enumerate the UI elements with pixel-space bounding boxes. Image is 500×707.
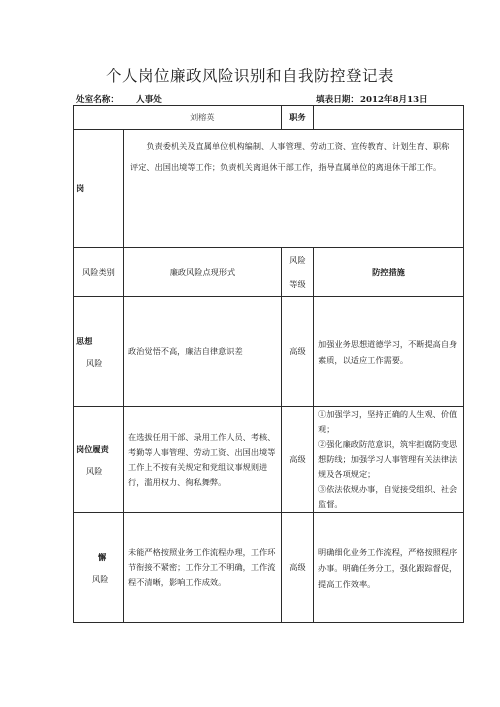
level-cell: 高级 — [282, 513, 314, 623]
duty-row — [74, 130, 464, 248]
page-title: 个人岗位廉政风险识别和自我防控登记表 — [105, 67, 394, 85]
header-measures: 防控措施 — [314, 248, 464, 297]
column-header-row — [74, 248, 464, 297]
date-value: 2012年8月13日 — [360, 95, 428, 105]
info-row — [74, 106, 464, 130]
risk-register-table — [73, 105, 464, 623]
date-label: 填表日期： — [316, 95, 359, 105]
duty-text: 负责委机关及直属单位机构编制、人事管理、劳动工资、宣传教育、计划生育、职称评定、出国出境等工作；负责机关离退休干部工作，指导直属单位的离退休干部工作。 — [124, 130, 464, 248]
table-row — [74, 297, 464, 407]
name-value: 刘榕英 — [124, 106, 282, 130]
header-risk-type: 风险类别 — [74, 248, 124, 297]
header-manifestation: 廉政风险点现形式 — [124, 248, 282, 297]
risk-type-cell: 岗位履责 风险 — [74, 407, 124, 513]
manifestation-cell: 政治觉悟不高，廉洁自律意识差 — [124, 297, 282, 407]
position-value — [314, 106, 464, 130]
header-level: 风险 等级 — [282, 248, 314, 297]
office-value: 人事处 — [136, 95, 162, 105]
level-cell: 高级 — [282, 407, 314, 513]
table-row — [74, 513, 464, 623]
table-row — [74, 407, 464, 513]
manifestation-cell: 未能严格按照业务工作流程办理，工作环节衔接不紧密；工作分工不明确，工作流程不清晰，影响工作成效。 — [124, 513, 282, 623]
risk-type-cell: 思想 风险 — [74, 297, 124, 407]
duty-label: 岗 — [74, 130, 124, 248]
measures-cell: ①加强学习，坚持正确的人生观、价值观； ②强化廉政防范意识，筑牢拒腐防变思想防线；加强学习人事管理有关法律法规及各项规定； ③依法依规办事，自觉接受组织、社会监督。 — [314, 407, 464, 513]
level-cell: 高级 — [282, 297, 314, 407]
measures-cell: 明确细化业务工作流程，严格按照程序办事。明确任务分工，强化跟踪督促，提高工作效率。 — [314, 513, 464, 623]
office-label: 处室名称： — [76, 95, 119, 105]
measures-cell: 加强业务思想道德学习，不断提高自身素质，以适应工作需要。 — [314, 297, 464, 407]
risk-type-cell: 懈 风险 — [74, 513, 124, 623]
position-label: 职务 — [282, 106, 314, 130]
manifestation-cell: 在选拔任用干部、录用工作人员、考核、考勤等人事管理、劳动工资、出国出境等工作上不按有关规定和党组议事规则进行，滥用权力、徇私舞弊。 — [124, 407, 282, 513]
